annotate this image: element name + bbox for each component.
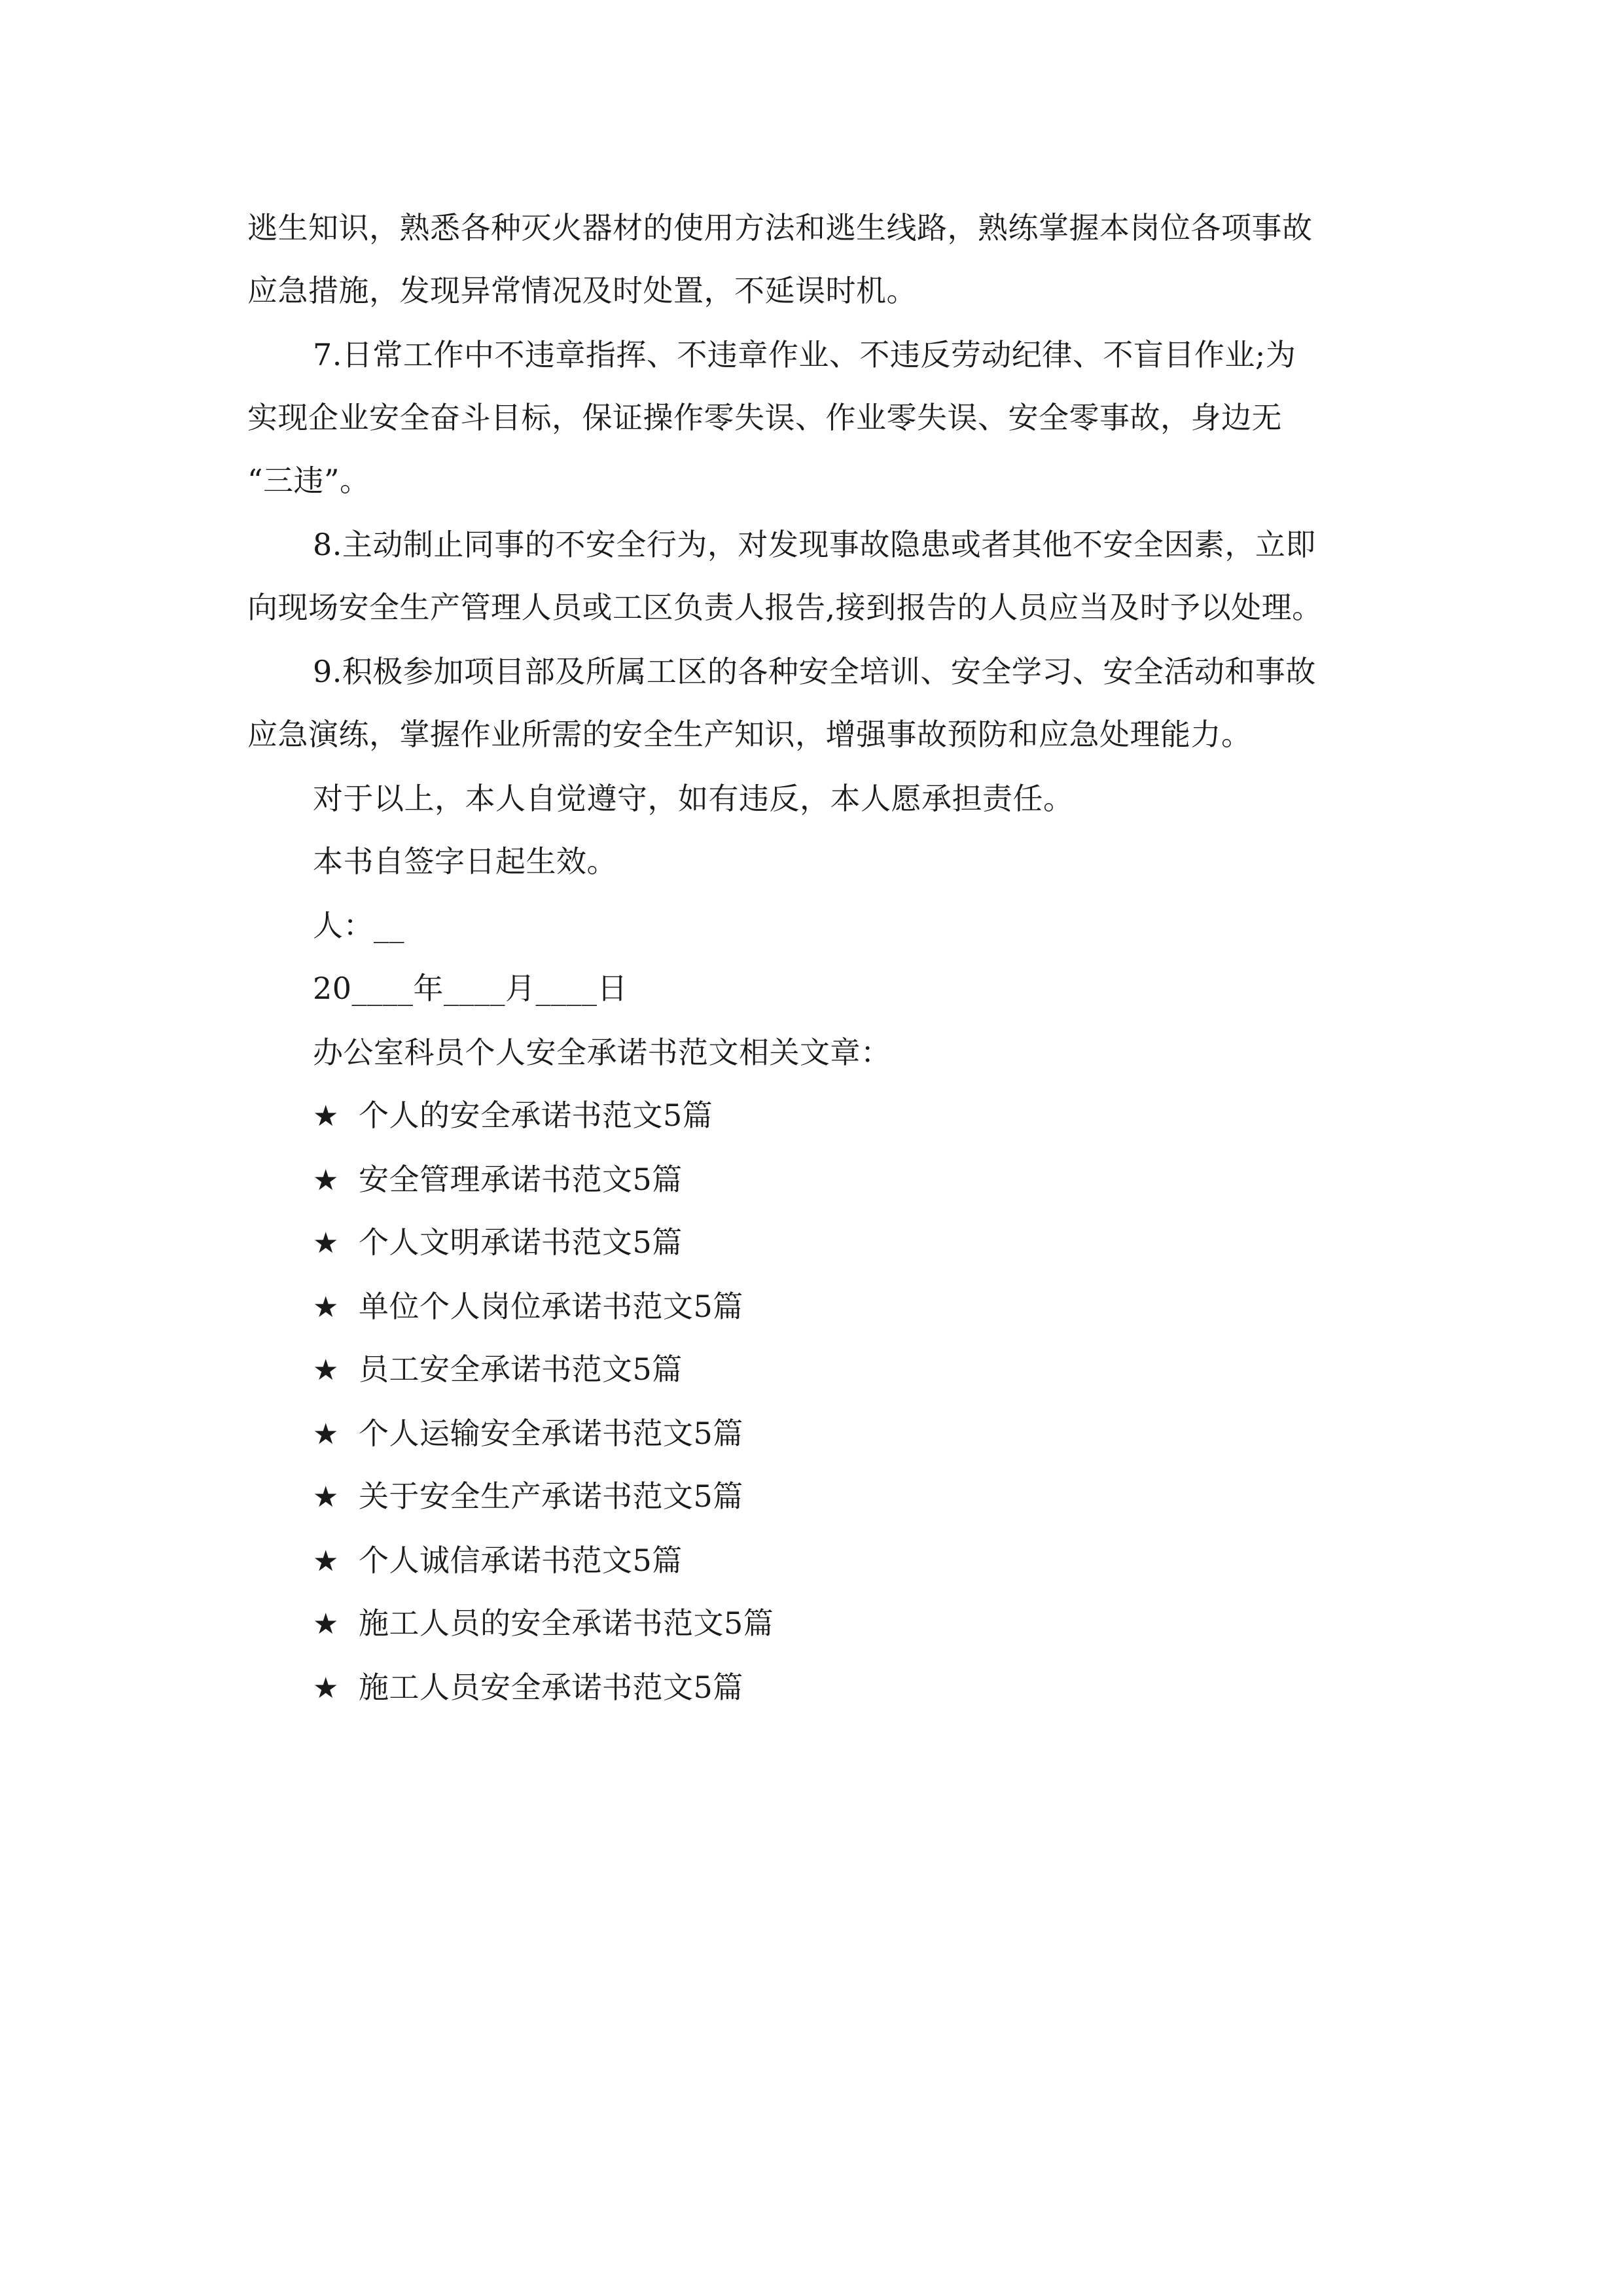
star-icon: ★: [313, 1100, 339, 1133]
star-icon: ★: [313, 1480, 339, 1514]
paragraph-line: 本书自签字日起生效。: [313, 844, 617, 879]
star-icon: ★: [313, 1607, 339, 1641]
star-icon: ★: [313, 1418, 339, 1451]
paragraph-line: 应急演练，掌握作业所需的安全生产知识，增强事故预防和应急处理能力。: [247, 717, 1252, 752]
paragraph-line: 对于以上，本人自觉遵守，如有违反，本人愿承担责任。: [313, 781, 1074, 816]
paragraph-line: 9.积极参加项目部及所属工区的各种安全培训、安全学习、安全活动和事故: [313, 654, 1316, 689]
related-heading: 办公室科员个人安全承诺书范文相关文章：: [313, 1035, 891, 1070]
related-link[interactable]: ★ 施工人员安全承诺书范文5篇: [313, 1668, 743, 1708]
star-icon: ★: [313, 1291, 339, 1324]
related-link[interactable]: ★ 员工安全承诺书范文5篇: [313, 1350, 683, 1390]
related-link[interactable]: ★ 单位个人岗位承诺书范文5篇: [313, 1287, 743, 1327]
paragraph-line: 8.主动制止同事的不安全行为，对发现事故隐患或者其他不安全因素，立即: [313, 527, 1316, 562]
paragraph-line: 向现场安全生产管理人员或工区负责人报告,接到报告的人员应当及时予以处理。: [247, 590, 1323, 625]
star-icon: ★: [313, 1354, 339, 1387]
related-link[interactable]: ★ 施工人员的安全承诺书范文5篇: [313, 1604, 774, 1644]
related-link[interactable]: ★ 个人运输安全承诺书范文5篇: [313, 1414, 743, 1454]
signature-line: 人：__: [313, 908, 404, 943]
related-link[interactable]: ★ 安全管理承诺书范文5篇: [313, 1160, 683, 1200]
related-link[interactable]: ★ 个人文明承诺书范文5篇: [313, 1223, 683, 1263]
paragraph-line: “三违”。: [247, 463, 370, 498]
related-link[interactable]: ★ 个人的安全承诺书范文5篇: [313, 1096, 713, 1136]
related-link[interactable]: ★ 关于安全生产承诺书范文5篇: [313, 1477, 743, 1517]
paragraph-line: 7.日常工作中不违章指挥、不违章作业、不违反劳动纪律、不盲目作业;为: [313, 337, 1296, 372]
related-link[interactable]: ★ 个人诚信承诺书范文5篇: [313, 1541, 683, 1581]
star-icon: ★: [313, 1545, 339, 1578]
paragraph-line: 逃生知识，熟悉各种灭火器材的使用方法和逃生线路，熟练掌握本岗位各项事故: [247, 210, 1313, 245]
date-line: 20____年____月____日: [313, 971, 628, 1006]
paragraph-line: 实现企业安全奋斗目标，保证操作零失误、作业零失误、安全零事故，身边无: [247, 400, 1282, 435]
star-icon: ★: [313, 1672, 339, 1705]
star-icon: ★: [313, 1227, 339, 1260]
paragraph-line: 应急措施，发现异常情况及时处置，不延误时机。: [247, 273, 917, 308]
star-icon: ★: [313, 1164, 339, 1197]
